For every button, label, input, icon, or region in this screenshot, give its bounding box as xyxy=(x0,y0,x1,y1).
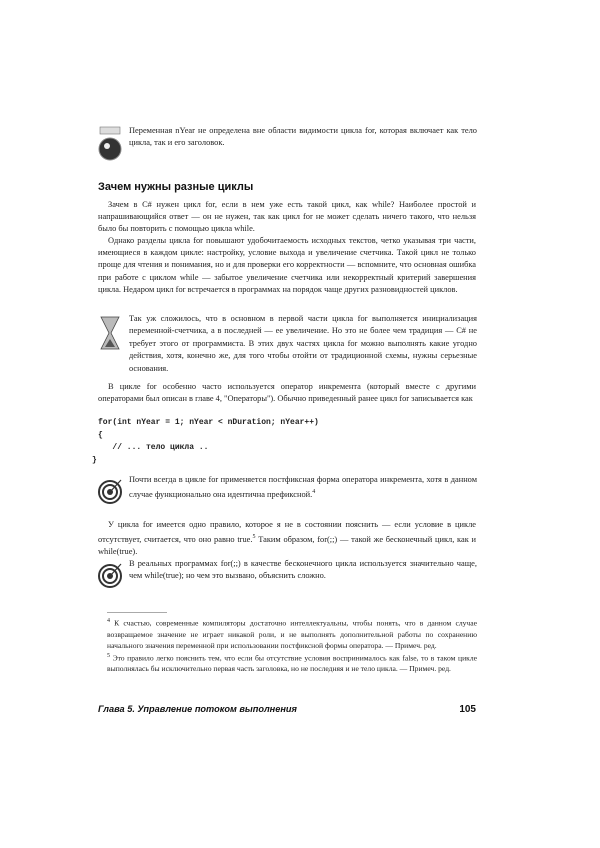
hourglass-icon xyxy=(97,313,123,353)
tip-text: Так уж сложилось, что в основном в первой части цикла for выполняется инициализация переменной-счетчика, а в последней — ее увеличение. Но это не более чем традиция — C# не требует этого от программиста. В этих двух частях цикла for можно выполнять какие угодно действия, хотя, конечно же, для того чтобы отойти от традиционной схемы, нужны серьезные основания. xyxy=(129,314,477,373)
page-number: 105 xyxy=(459,704,476,715)
note-icon xyxy=(97,125,123,165)
body-text xyxy=(98,199,476,296)
code-line: { xyxy=(98,430,103,440)
target-note-text: В реальных программах for(;;) в качестве бесконечного цикла используется значительно чаще, чем while(true); но чем это вызвано, объяснить сложно. xyxy=(129,559,477,581)
target-icon xyxy=(97,558,123,598)
footnote xyxy=(107,616,477,651)
code-line: } xyxy=(92,455,97,465)
page-footer xyxy=(98,704,476,715)
target-note xyxy=(97,558,477,598)
note-text: Переменная nYear не определена вне области видимости цикла for, которая включает как тело цикла, так и его заголовок. xyxy=(129,126,477,148)
code-block xyxy=(92,417,319,467)
footnote-ref: 4 xyxy=(312,489,316,496)
sentence: Таким образом, for(;;) — такой же бесконечный цикл, как и while(true). xyxy=(98,534,477,556)
sentence: У цикла for имеется одно правило, которое я не в состоянии пояснить — если условие в цикле отсутствует, считается, что оно равно true. xyxy=(98,520,476,544)
note-sentence: Почти всегда в цикле for применяется постфиксная форма оператора инкремента, хотя в данном случае функционально она идентична префиксной. xyxy=(129,475,477,500)
footnote-number: 5 xyxy=(107,652,110,659)
code-line: // ... тело цикла .. xyxy=(98,443,209,452)
footnote-number: 4 xyxy=(107,618,110,624)
footnote-ref: 5 xyxy=(252,534,256,541)
code-line: for(int nYear = 1; nYear < nDuration; nYear++) xyxy=(98,418,319,427)
body-text xyxy=(98,519,476,558)
footnote-text: К счастью, современные компиляторы достаточно интеллектуальны, чтобы понять, что в данном случае возвращаемое значение не играет никакой роли, и не выполнять дополнительной работы по сохранению начального значения переменной при использовании постфиксной формы оператора. — Примеч. ред. xyxy=(107,618,477,650)
target-note xyxy=(97,474,477,514)
paragraph: Зачем в C# нужен цикл for, если в нем уже есть такой цикл, как while? Наиболее простой и напрашивающийся ответ — он не нужен, так как цикл for не может сделать ничего такого, что нельзя было бы повторить с помощью цикла while. xyxy=(98,200,476,234)
paragraph: Однако разделы цикла for повышают удобочитаемость исходных текстов, четко указывая три части, имеющиеся в каждом цикле: настройку, условие выхода и увеличение счетчика. Такой цикл не только проще для чтения и понимания, но и для проверки его корректности — вспомните, что основная ошибка при работе с циклом while — забытое увеличение счетчика или некорректный критерий завершения цикла. Недаром цикл for встречается в программах на порядок чаще других разновидностей циклов. xyxy=(98,236,476,294)
chapter-title: Глава 5. Управление потоком выполнения xyxy=(98,704,297,714)
note-block xyxy=(97,125,477,165)
target-icon xyxy=(97,474,123,514)
paragraph: В цикле for особенно часто используется оператор инкремента (который вместе с другими операторами был описан в главе 4, "Операторы"). Обычно приведенный ранее цикл for записывается как xyxy=(98,382,476,404)
section-heading: Зачем нужны разные циклы xyxy=(98,181,254,193)
footnotes xyxy=(107,616,477,675)
footnote-text: Это правило легко пояснить тем, что если бы отсутствие условия воспринималось как false, то в таком цикле выполнялась бы исключительно первая часть заголовка, но не последняя и не тело цикла. — Примеч. ред. xyxy=(107,653,477,674)
paragraph xyxy=(98,519,476,558)
footnote-divider xyxy=(107,612,167,613)
target-note-text xyxy=(129,474,477,514)
tip-block xyxy=(97,313,477,375)
body-text xyxy=(98,381,476,405)
footnote xyxy=(107,651,477,675)
